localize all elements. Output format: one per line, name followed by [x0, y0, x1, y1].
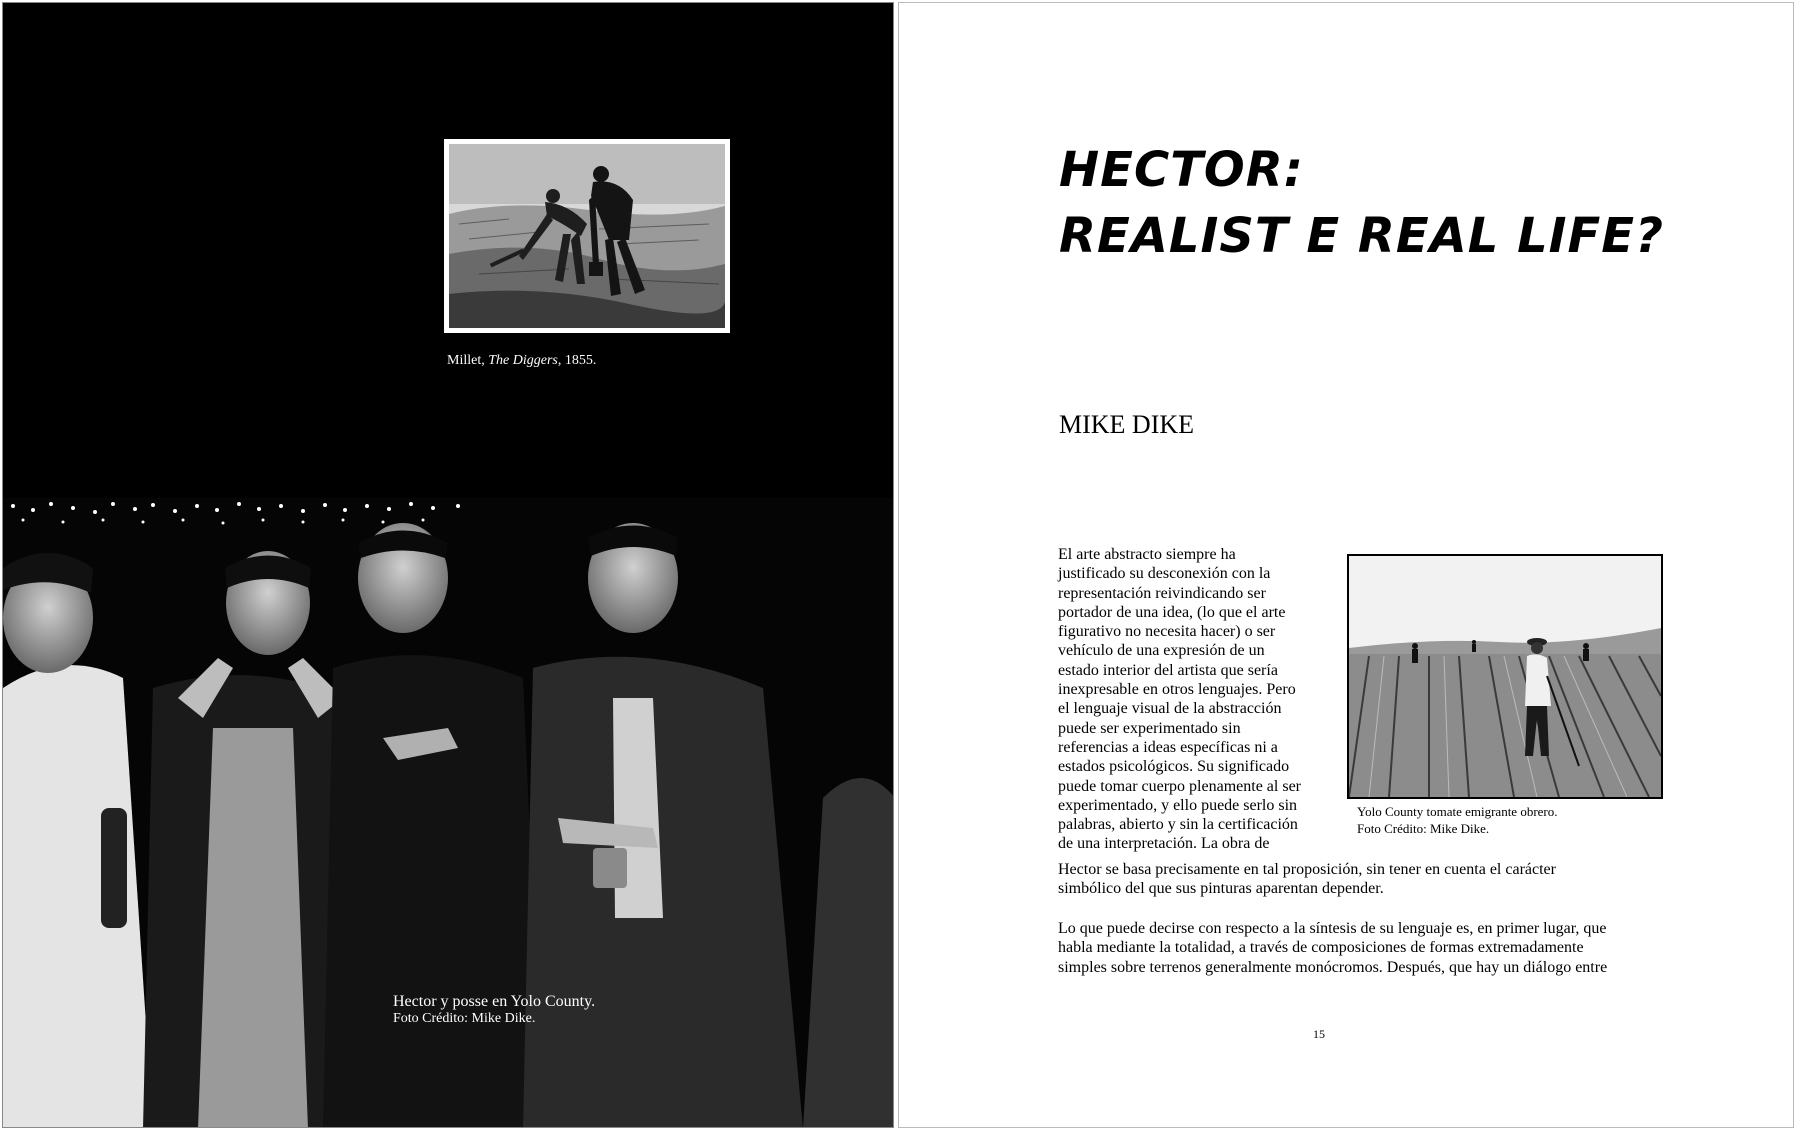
posse-caption-line1: Hector y posse en Yolo County. [393, 993, 596, 1010]
text-line: el lenguaje visual de la abstracción [1058, 700, 1282, 718]
title-line2: REALIST E REAL LIFE? [1059, 208, 1664, 264]
text-line: simbólico del que sus pinturas aparentan depender. [1058, 880, 1384, 898]
text-line: Hector se basa precisamente en tal proposición, sin tener en cuenta el carácter [1058, 861, 1556, 878]
text-line: vehículo de una expresión de un [1058, 642, 1265, 660]
title-line1: HECTOR: [1059, 142, 1304, 198]
text-line: puede tomar cuerpo plenamente al ser [1058, 777, 1301, 795]
painting-title: The Diggers [488, 353, 558, 368]
text-line: figurativo no necesita hacer) o ser [1058, 623, 1276, 641]
article-title [1059, 137, 1664, 269]
posse-caption-line2: Foto Crédito: Mike Dike. [393, 1011, 536, 1026]
diggers-painting-image [449, 144, 725, 328]
right-page [898, 2, 1794, 1128]
posse-caption [393, 993, 595, 1027]
text-line: palabras, abierto y sin la certificación [1058, 816, 1298, 834]
posse-photo-image [3, 498, 894, 1128]
text-line: estados psicológicos. Su significado [1058, 758, 1290, 776]
left-page [2, 2, 894, 1128]
author-name: MIKE DIKE [1059, 410, 1195, 439]
field-workers-photo-image [1349, 556, 1661, 797]
text-line: simples sobre terrenos generalmente monócromos. Después, que hay un diálogo entre [1058, 958, 1608, 976]
text-line: referencias a ideas específicas ni a [1058, 738, 1278, 756]
field-photo-frame [1347, 554, 1663, 799]
field-photo-caption [1357, 803, 1558, 837]
text-line: justificado su desconexión con la [1058, 565, 1271, 583]
painting-artist: Millet, [447, 353, 489, 368]
text-line: habla mediante la totalidad, a través de composiciones de formas extremadamente [1058, 939, 1584, 957]
text-line: El arte abstracto siempre ha [1058, 546, 1236, 563]
text-line: experimentado, y ello puede serlo sin [1058, 796, 1298, 814]
page-number: 15 [1313, 1027, 1325, 1041]
column-text [1058, 545, 1348, 854]
text-line: puede ser experimentado sin [1058, 719, 1241, 737]
painting-frame [444, 139, 730, 333]
full-width-text [1058, 860, 1668, 899]
second-paragraph [1058, 919, 1668, 977]
painting-year: , 1855. [557, 353, 597, 368]
text-line: portador de una idea, (lo que el arte [1058, 603, 1286, 621]
text-line: representación reivindicando ser [1058, 584, 1266, 602]
text-line: de una interpretación. La obra de [1058, 835, 1270, 853]
painting-caption [447, 353, 596, 369]
text-line: Lo que puede decirse con respecto a la síntesis de su lenguaje es, en primer lugar, que [1058, 920, 1607, 937]
text-line: estado interior del artista que sería [1058, 661, 1278, 679]
field-caption-line1: Yolo County tomate emigrante obrero. [1357, 804, 1558, 819]
field-caption-line2: Foto Crédito: Mike Dike. [1357, 821, 1490, 836]
text-line: inexpresable en otros lenguajes. Pero [1058, 681, 1296, 699]
